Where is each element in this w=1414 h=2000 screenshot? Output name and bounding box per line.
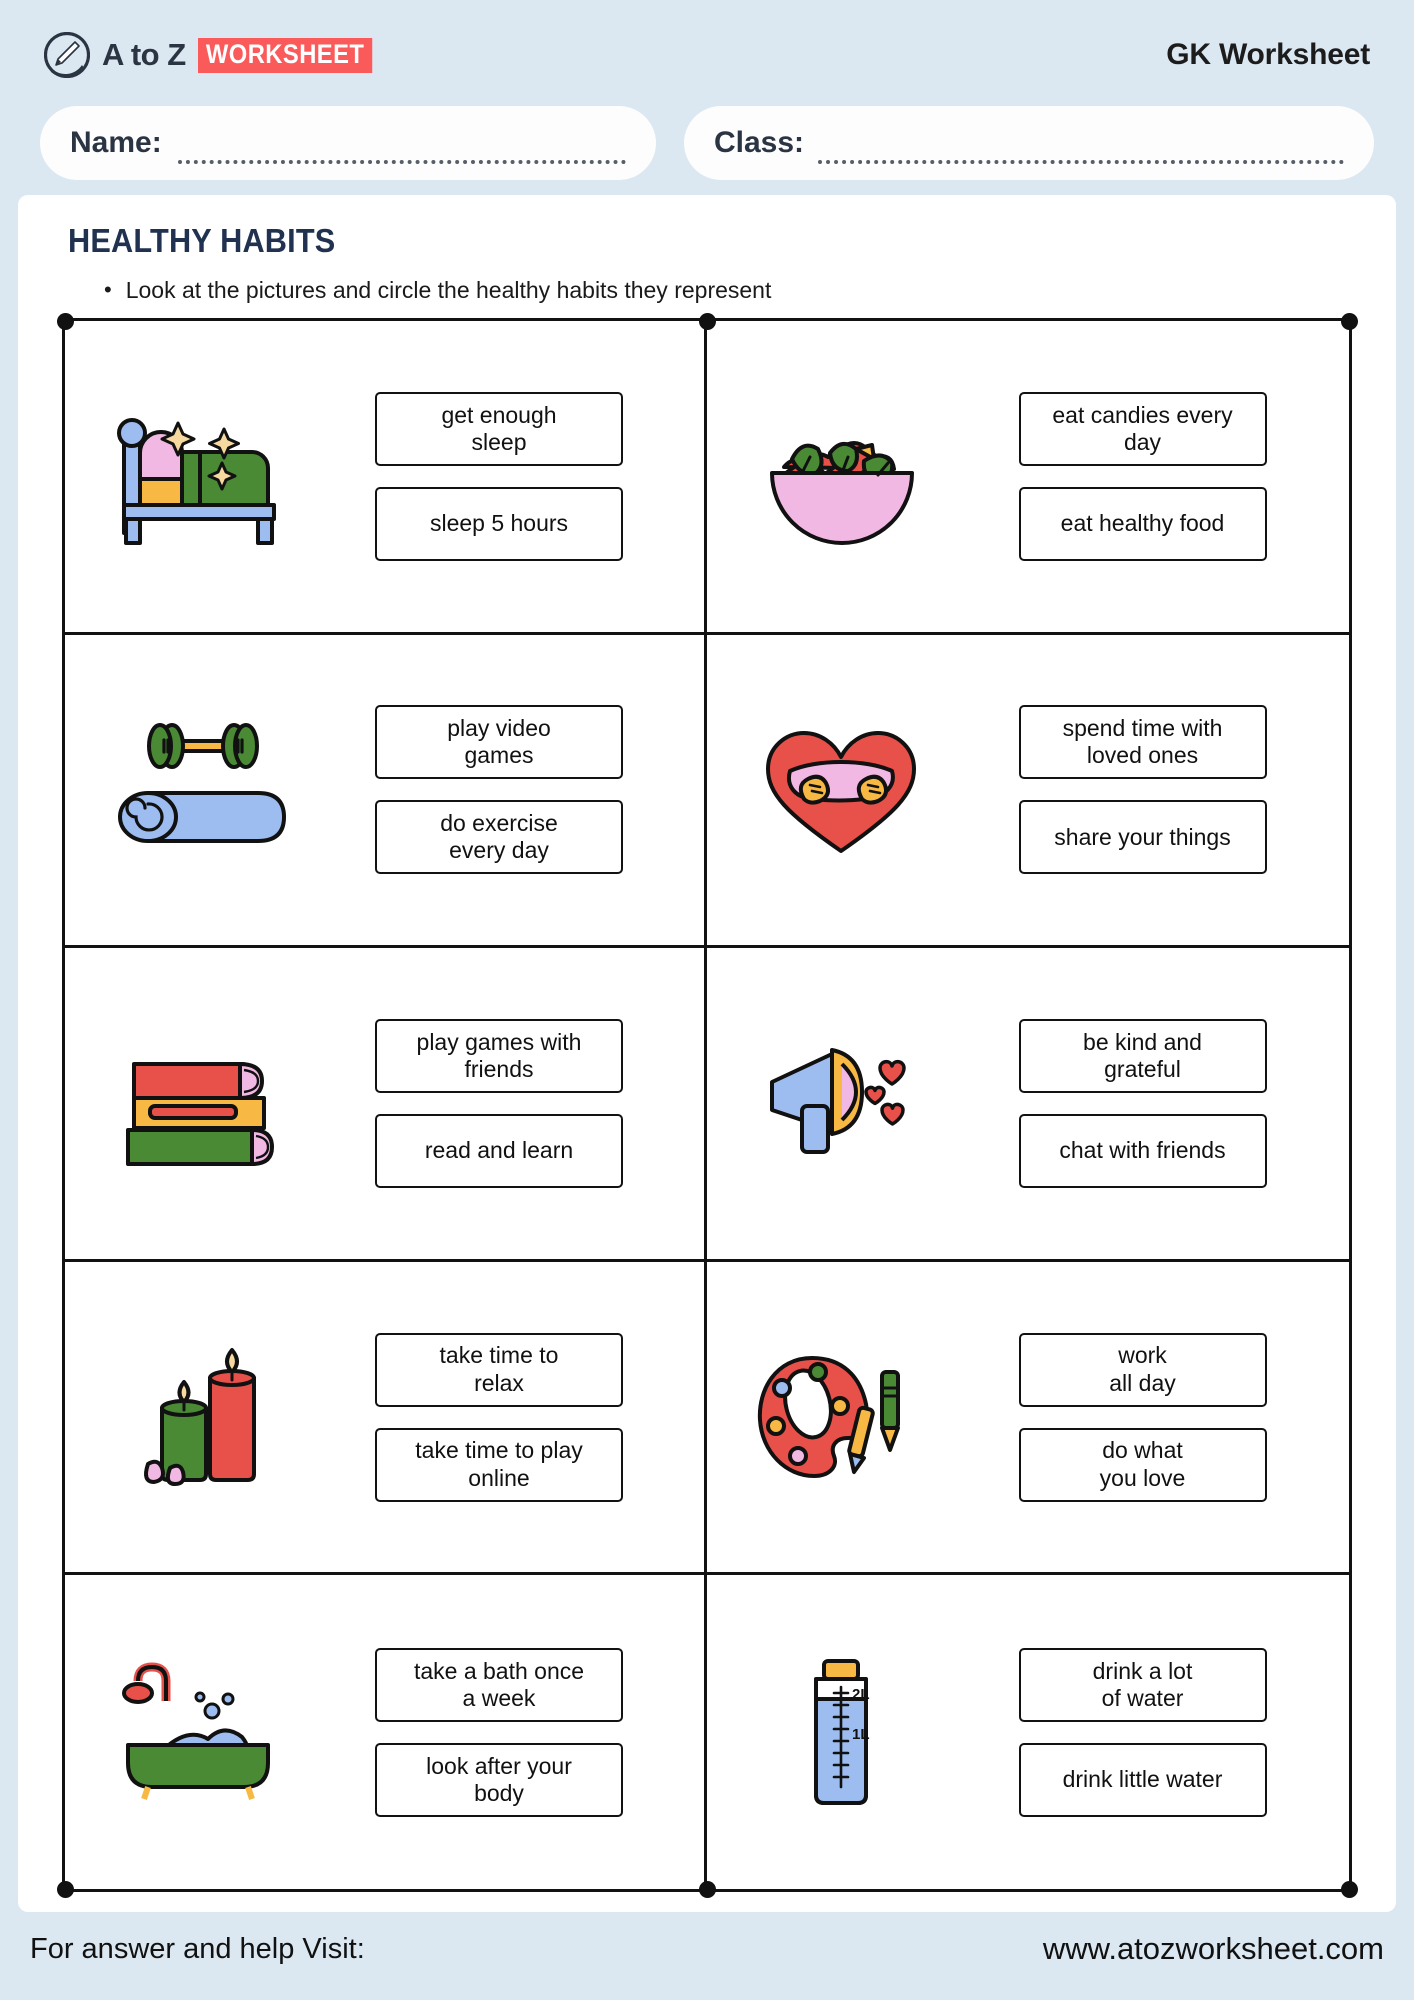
- name-field[interactable]: [40, 106, 656, 180]
- class-dotted-line: [818, 144, 1344, 164]
- option-group: [312, 392, 686, 561]
- option-box[interactable]: spend time with loved ones: [1019, 705, 1267, 779]
- name-label: Name:: [70, 126, 162, 159]
- brand-name: A to Z: [102, 37, 186, 72]
- option-group: [312, 705, 686, 874]
- brand-tag: WORKSHEET: [198, 38, 372, 73]
- corner-dot-bottom-right: [1341, 1881, 1358, 1898]
- option-box[interactable]: eat healthy food: [1019, 487, 1267, 561]
- habit-cell-loved-ones: [707, 635, 1349, 949]
- option-box[interactable]: get enough sleep: [375, 392, 623, 466]
- footer-website-link[interactable]: www.atozworksheet.com: [1042, 1931, 1384, 1966]
- heart-hug-icon: [733, 635, 948, 946]
- megaphone-hearts-icon: [733, 948, 948, 1259]
- option-box[interactable]: take time to play online: [375, 1428, 623, 1502]
- option-box[interactable]: drink little water: [1019, 1743, 1267, 1817]
- class-label: Class:: [714, 126, 805, 159]
- habit-cell-food: [707, 321, 1349, 635]
- candles-icon: [91, 1262, 306, 1573]
- worksheet-card: [18, 195, 1396, 1912]
- option-group: [954, 705, 1331, 874]
- option-box[interactable]: read and learn: [375, 1114, 623, 1188]
- habit-cell-sleep: [65, 321, 707, 635]
- habit-cell-water: [707, 1575, 1349, 1889]
- corner-dot-bottom-middle: [699, 1881, 716, 1898]
- habit-cell-do-what-you-love: [707, 1262, 1349, 1576]
- footer-help-text: For answer and help Visit:: [30, 1932, 365, 1965]
- page-title: HEALTHY HABITS: [68, 222, 336, 259]
- bathtub-icon: [91, 1575, 306, 1889]
- pen-circle-logo-icon: [44, 32, 90, 78]
- option-box[interactable]: drink a lot of water: [1019, 1648, 1267, 1722]
- stacked-books-icon: [91, 948, 306, 1259]
- corner-dot-bottom-left: [57, 1881, 74, 1898]
- option-box[interactable]: do what you love: [1019, 1428, 1267, 1502]
- salad-bowl-icon: [733, 321, 948, 632]
- brand-logo: [44, 32, 396, 78]
- page-footer: [0, 1912, 1414, 2000]
- option-group: [954, 1648, 1331, 1817]
- option-box[interactable]: eat candies every day: [1019, 392, 1267, 466]
- top-header-bar: [0, 0, 1414, 110]
- habit-cell-relax: [65, 1262, 707, 1576]
- option-box[interactable]: play video games: [375, 705, 623, 779]
- bed-sleep-icon: [91, 321, 306, 632]
- bottle-label-1l: 1L: [851, 1726, 870, 1744]
- option-box[interactable]: take a bath once a week: [375, 1648, 623, 1722]
- bottle-label-2l: 2L: [851, 1686, 870, 1704]
- corner-dot-top-left: [57, 313, 74, 330]
- habit-cell-exercise: [65, 635, 707, 949]
- option-box[interactable]: take time to relax: [375, 1333, 623, 1407]
- sheet-type-label: GK Worksheet: [1166, 38, 1370, 71]
- habit-cell-bath: [65, 1575, 707, 1889]
- option-box[interactable]: do exercise every day: [375, 800, 623, 874]
- option-group: [312, 1648, 686, 1817]
- option-group: [312, 1333, 686, 1502]
- water-bottle-icon: [733, 1575, 948, 1889]
- option-box[interactable]: look after your body: [375, 1743, 623, 1817]
- option-group: [312, 1019, 686, 1188]
- option-box[interactable]: share your things: [1019, 800, 1267, 874]
- student-fields-row: [40, 106, 1374, 180]
- corner-dot-top-right: [1341, 313, 1358, 330]
- habit-cell-kindness: [707, 948, 1349, 1262]
- paint-palette-icon: [733, 1262, 948, 1573]
- instruction-line: [104, 277, 771, 304]
- instruction-text: Look at the pictures and circle the healthy habits they represent: [125, 277, 772, 303]
- option-box[interactable]: play games with friends: [375, 1019, 623, 1093]
- option-group: [954, 392, 1331, 561]
- dumbbell-yoga-mat-icon: [91, 635, 306, 946]
- option-box[interactable]: chat with friends: [1019, 1114, 1267, 1188]
- option-box[interactable]: be kind and grateful: [1019, 1019, 1267, 1093]
- corner-dot-top-middle: [699, 313, 716, 330]
- habits-grid: [62, 318, 1352, 1892]
- option-group: [954, 1019, 1331, 1188]
- option-group: [954, 1333, 1331, 1502]
- option-box[interactable]: work all day: [1019, 1333, 1267, 1407]
- name-dotted-line: [178, 144, 626, 164]
- habit-cell-read: [65, 948, 707, 1262]
- bullet-icon: •: [104, 277, 112, 302]
- class-field[interactable]: [684, 106, 1374, 180]
- option-box[interactable]: sleep 5 hours: [375, 487, 623, 561]
